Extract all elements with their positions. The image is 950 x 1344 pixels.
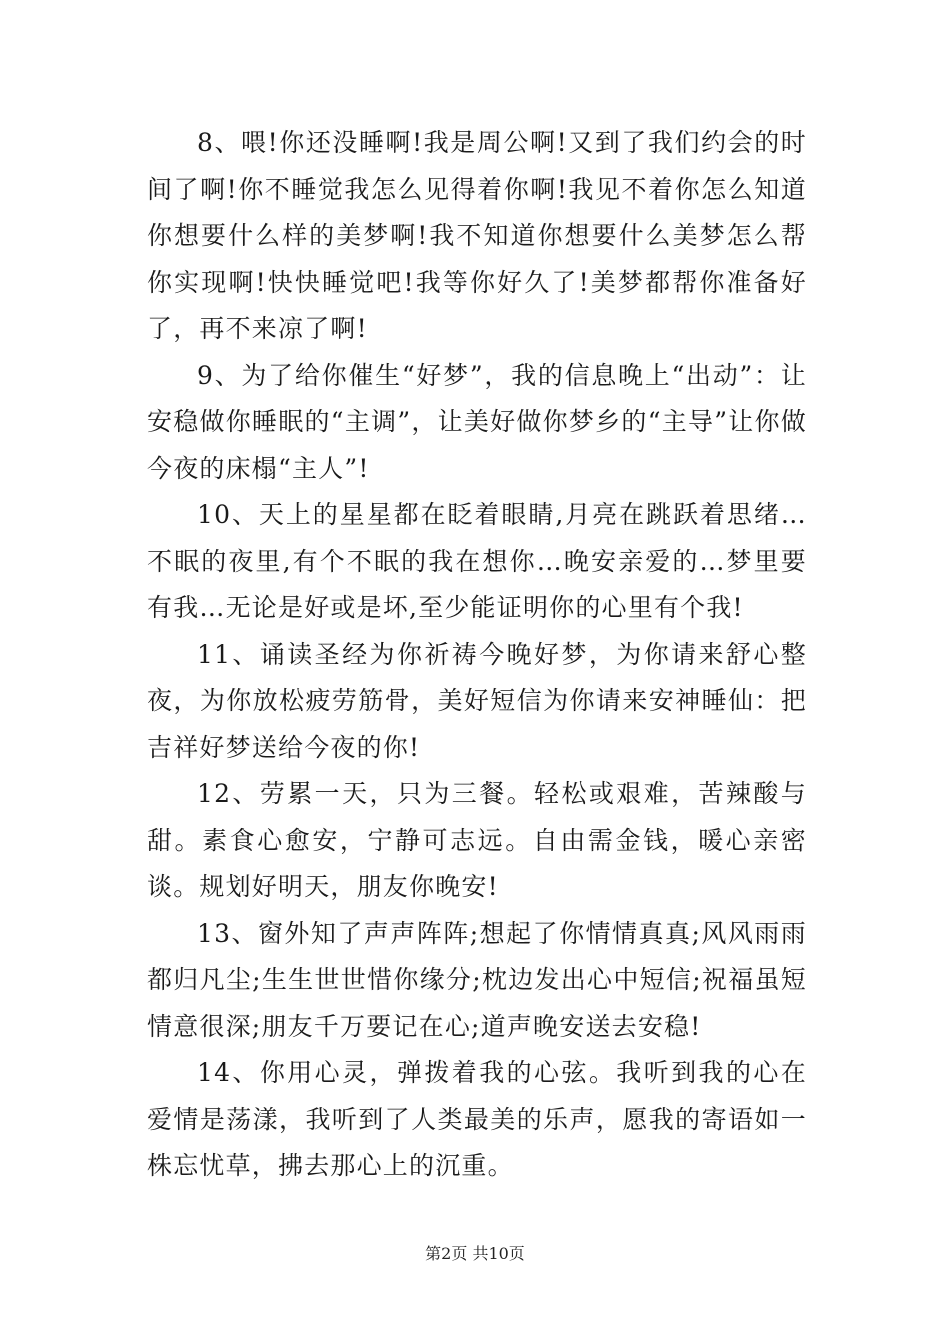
paragraph-13: 13、窗外知了声声阵阵;想起了你情情真真;风风雨雨都归凡尘;生生世世惜你缘分;枕边发出心中短信;祝福虽短情意很深;朋友千万要记在心;道声晚安送去安稳! xyxy=(147,918,807,1041)
paragraph-10: 10、天上的星星都在眨着眼睛,月亮在跳跃着思绪…不眠的夜里,有个不眠的我在想你…晚安亲爱的…梦里要有我…无论是好或是坏,至少能证明你的心里有个我! xyxy=(147,500,807,622)
page-number-footer: 第2页 共10页 xyxy=(425,1244,525,1263)
paragraph-8: 8、喂!你还没睡啊!我是周公啊!又到了我们约会的时间了啊!你不睡觉我怎么见得着你啊!我见不着你怎么知道你想要什么样的美梦啊!我不知道你想要什么美梦怎么帮你实现啊!快快睡觉吧!我等你好久了!美梦都帮你准备好了，再不来凉了啊! xyxy=(147,128,807,343)
document-body xyxy=(147,120,807,1190)
paragraph-14: 14、你用心灵，弹拨着我的心弦。我听到我的心在爱情是荡漾，我听到了人类最美的乐声，愿我的寄语如一株忘忧草，拂去那心上的沉重。 xyxy=(147,1058,807,1180)
paragraph-9: 9、为了给你催生“好梦”，我的信息晚上“出动”：让安稳做你睡眠的“主调”，让美好做你梦乡的“主导”让你做今夜的床榻“主人”! xyxy=(147,360,807,483)
paragraph-11: 11、诵读圣经为你祈祷今晚好梦，为你请来舒心整夜，为你放松疲劳筋骨，美好短信为你请来安神睡仙：把吉祥好梦送给今夜的你! xyxy=(147,639,807,762)
paragraph-12: 12、劳累一天，只为三餐。轻松或艰难，苦辣酸与甜。素食心愈安，宁静可志远。自由需金钱，暖心亲密谈。规划好明天，朋友你晚安! xyxy=(147,779,807,901)
